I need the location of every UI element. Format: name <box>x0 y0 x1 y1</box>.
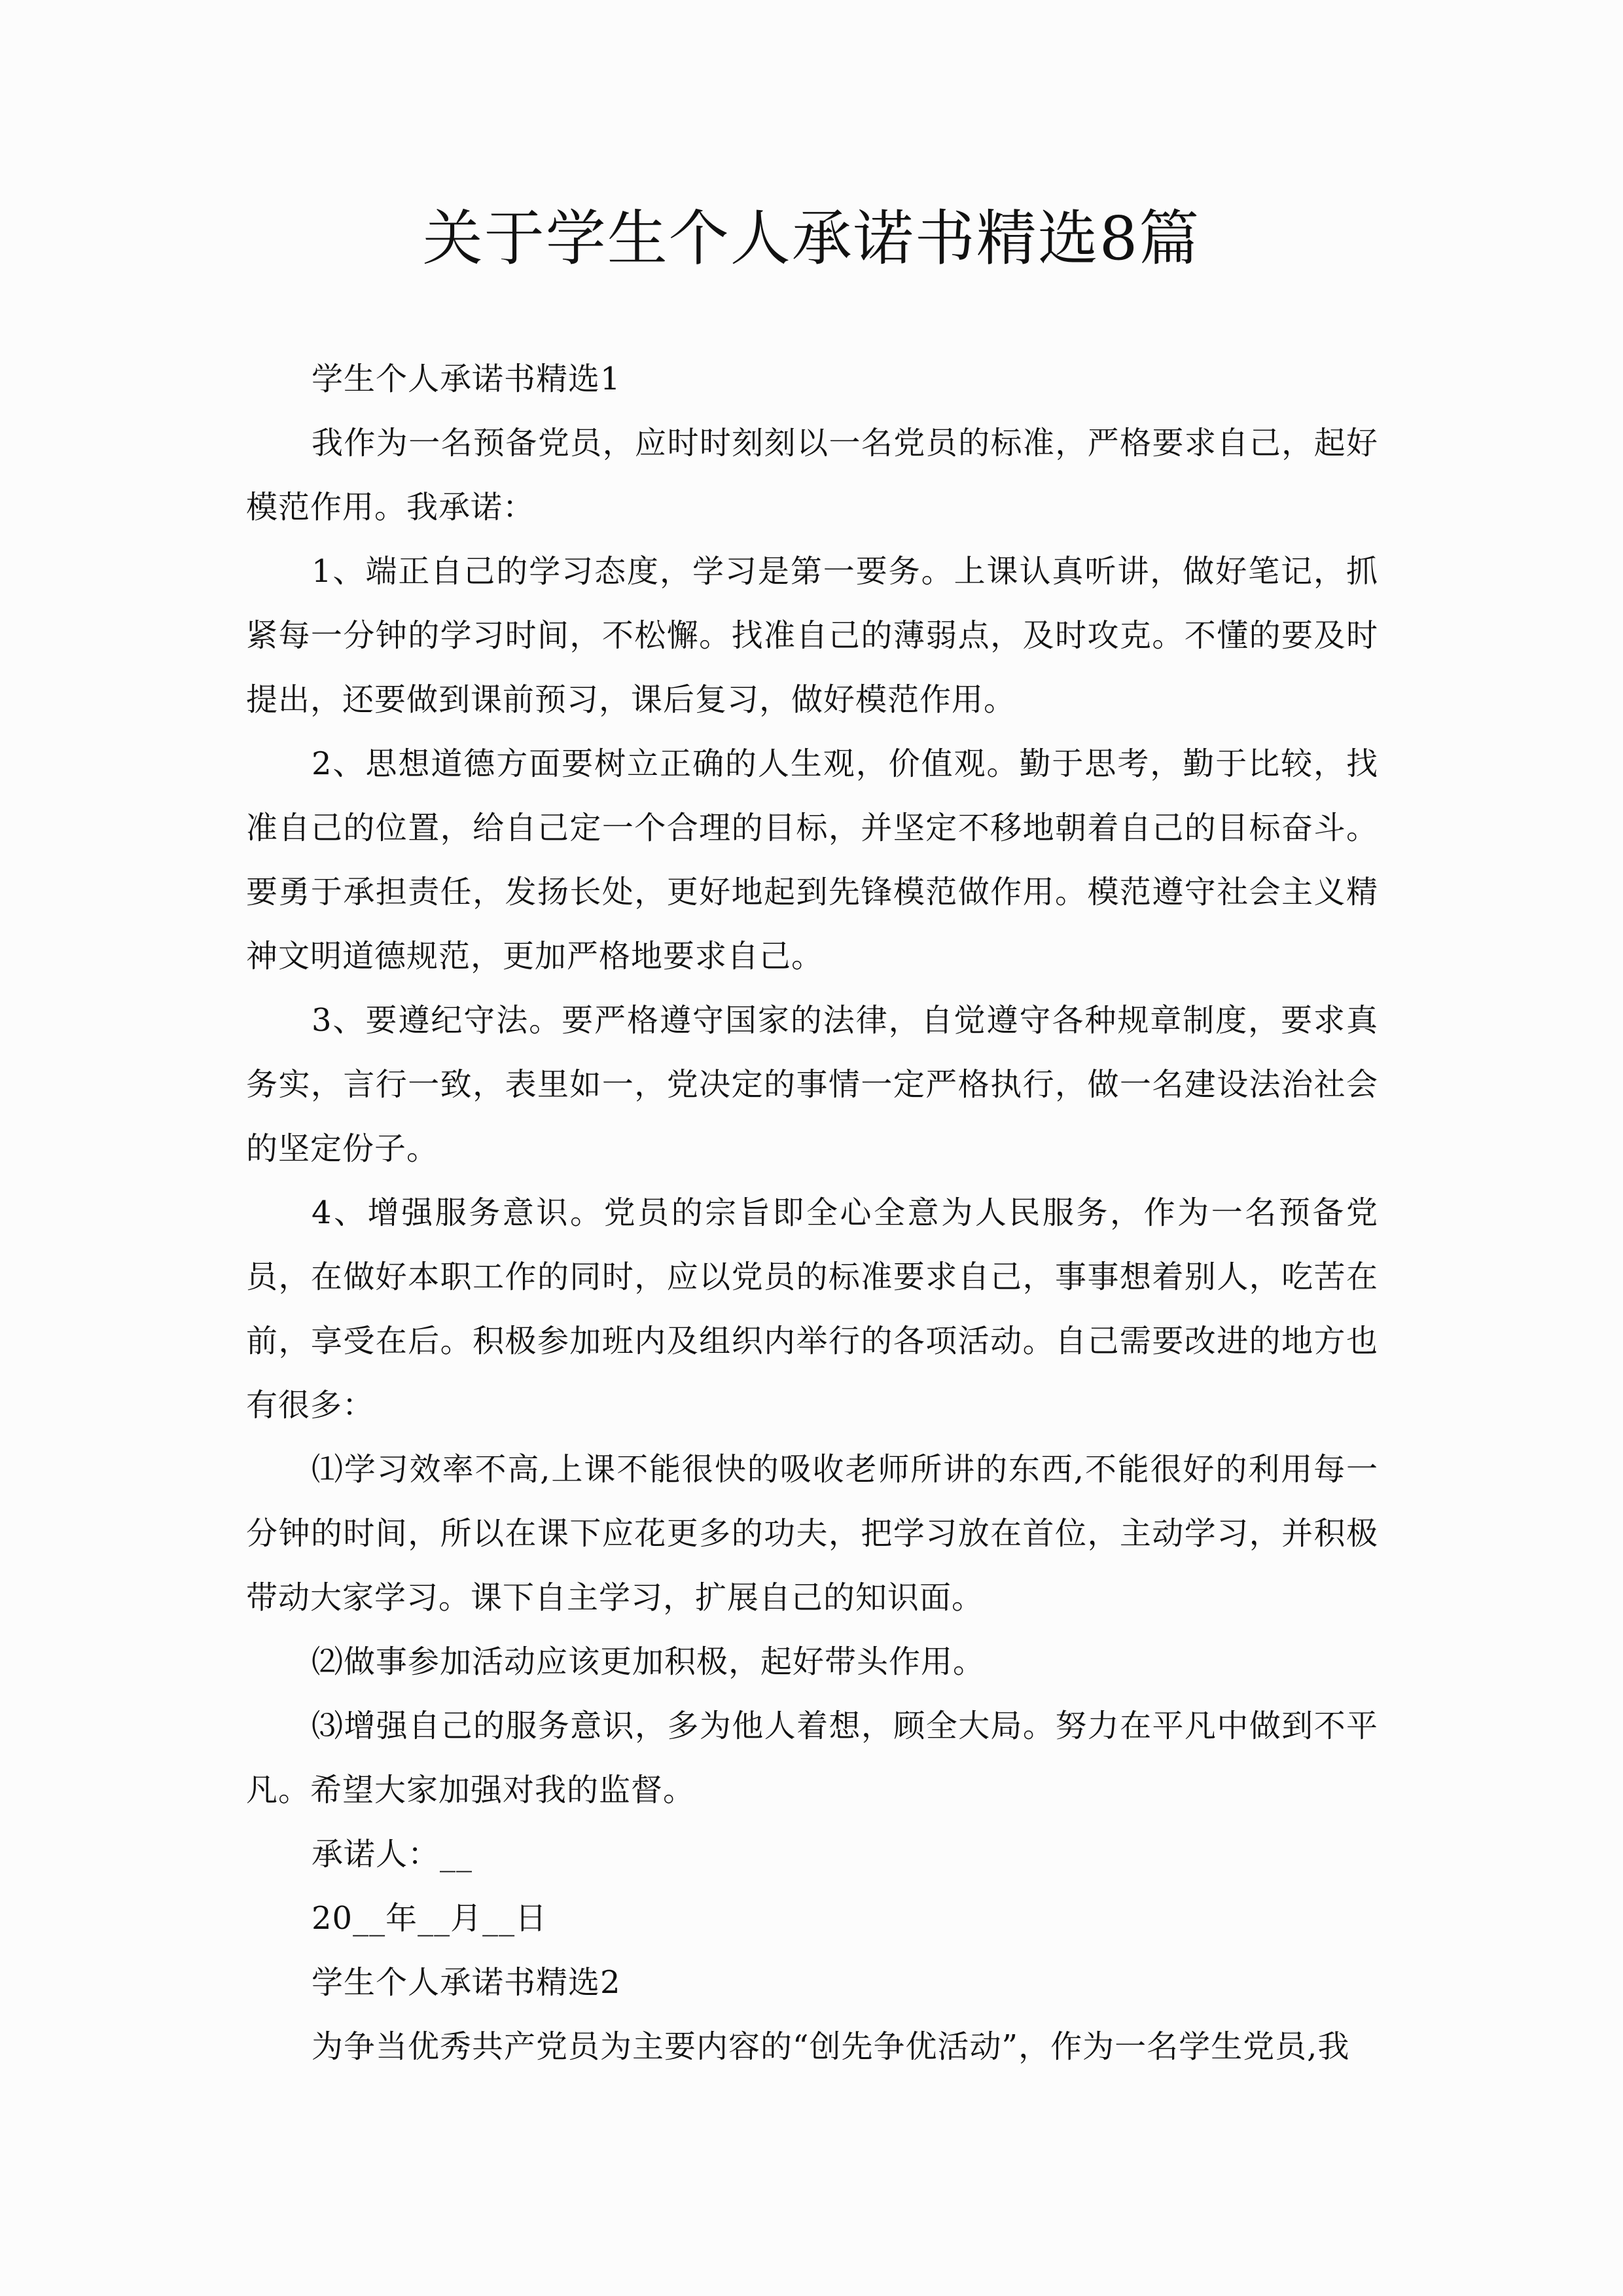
pledge-item-3: 3、要遵纪守法。要严格遵守国家的法律，自觉遵守各种规章制度，要求真务实，言行一致，表里如一，党决定的事情一定严格执行，做一名建设法治社会的坚定份子。 <box>246 1002 1378 1167</box>
section-heading-2: 学生个人承诺书精选2 <box>312 1964 621 2001</box>
intro-paragraph: 我作为一名预备党员，应时时刻刻以一名党员的标准，严格要求自己，起好模范作用。我承诺： <box>246 425 1378 526</box>
document-title: 关于学生个人承诺书精选8篇 <box>422 204 1201 274</box>
date-line: 20__年__月__日 <box>312 1900 548 1937</box>
pledge-item-1: 1、端正自己的学习态度，学习是第一要务。上课认真听讲，做好笔记，抓紧每一分钟的学习时间，不松懈。找准自己的薄弱点，及时攻克。不懂的要及时提出，还要做到课前预习，课后复习，做好模范作用。 <box>246 553 1378 718</box>
improvement-item-2: ⑵做事参加活动应该更加积极，起好带头作用。 <box>312 1643 986 1680</box>
improvement-item-3: ⑶增强自己的服务意识，多为他人着想，顾全大局。努力在平凡中做到不平凡。希望大家加强对我的监督。 <box>246 1708 1378 1808</box>
document-body <box>246 347 1378 2079</box>
improvement-item-1: ⑴学习效率不高,上课不能很快的吸收老师所讲的东西,不能很好的利用每一分钟的时间，所以在课下应花更多的功夫，把学习放在首位，主动学习，并积极带动大家学习。课下自主学习，扩展自己的知识面。 <box>246 1451 1378 1616</box>
pledge-item-2: 2、思想道德方面要树立正确的人生观，价值观。勤于思考，勤于比较，找准自己的位置，给自己定一个合理的目标，并坚定不移地朝着自己的目标奋斗。要勇于承担责任，发扬长处，更好地起到先锋模范做作用。模范遵守社会主义精神文明道德规范，更加严格地要求自己。 <box>246 745 1378 975</box>
section-heading-1: 学生个人承诺书精选1 <box>312 361 621 397</box>
signature-line: 承诺人：__ <box>312 1836 473 1873</box>
pledge-item-4: 4、增强服务意识。党员的宗旨即全心全意为人民服务，作为一名预备党员，在做好本职工作的同时，应以党员的标准要求自己，事事想着别人，吃苦在前，享受在后。积极参加班内及组织内举行的各项活动。自己需要改进的地方也有很多： <box>246 1194 1378 1424</box>
section-2-intro-paragraph: 为争当优秀共产党员为主要内容的“创先争优活动”，作为一名学生党员,我 <box>312 2028 1350 2065</box>
